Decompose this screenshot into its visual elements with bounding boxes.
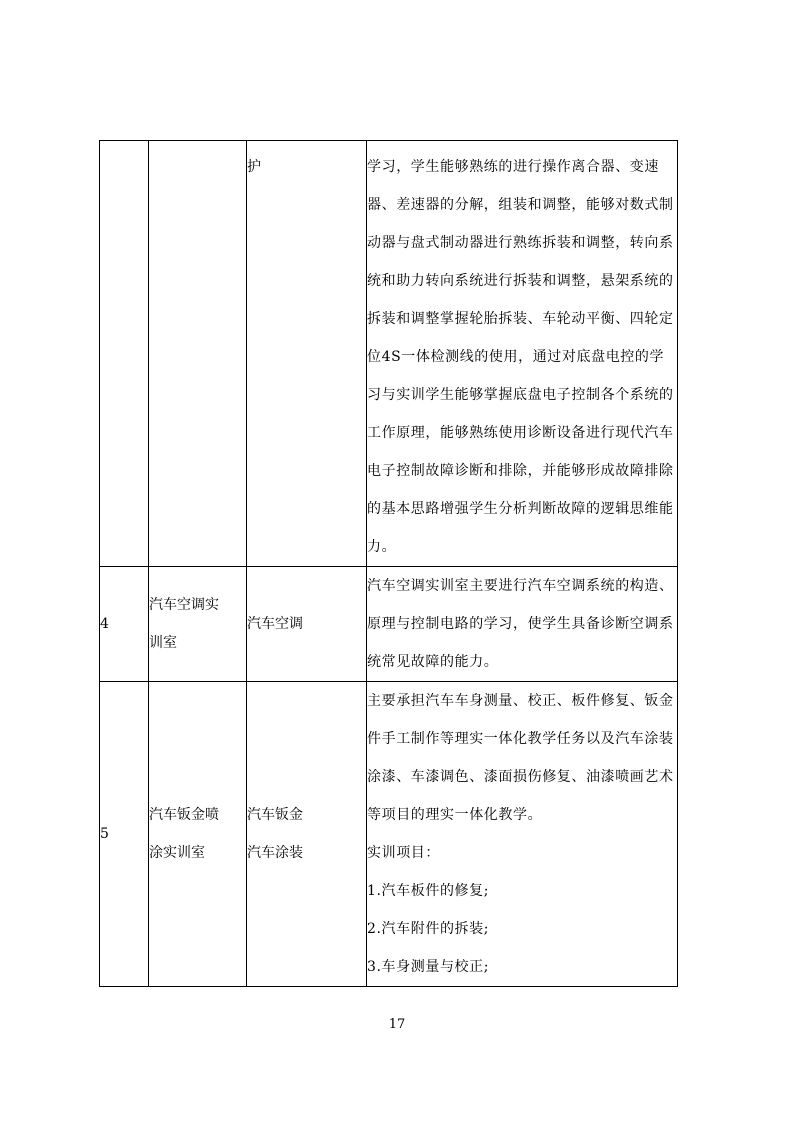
page-number: 17 [388,1017,406,1032]
training-item: 3.车身测量与校正; [367,959,490,975]
row-number: 4 [100,567,149,682]
lab-room-name: 汽车空调实训室 [149,567,247,682]
row-number: 5 [100,682,149,987]
lab-description [367,567,678,682]
description-paragraph: 主要承担汽车车身测量、校正、板件修复、钣金件手工制作等理实一体化教学任务以及汽车涂装涂漆、车漆调色、漆面损伤修复、油漆喷画艺术等项目的理实一体化教学。 [367,693,674,823]
training-item: 2.汽车附件的拆装; [367,921,490,937]
lab-description [367,682,678,987]
course-name: 汽车空调 [247,567,367,682]
row-number [100,141,149,567]
course-name: 汽车钣金汽车涂装 [247,682,367,987]
table-row [100,682,678,987]
table-row [100,567,678,682]
table-row [100,141,678,567]
lab-description [367,141,678,567]
lab-room-name: 汽车钣金喷涂实训室 [149,682,247,987]
lab-room-name [149,141,247,567]
course-name: 护 [247,141,367,567]
lab-table [99,140,678,987]
description-paragraph: 学习，学生能够熟练的进行操作离合器、变速器、差速器的分解，组装和调整，能够对数式制动器与盘式制动器进行熟练拆装和调整，转向系统和助力转向系统进行拆装和调整，悬架系统的拆装和调整掌握轮胎拆装、车轮动平衡、四轮定位4S一体检测线的使用，通过对底盘电控的学习与实训学生能够掌握底盘电子控制各个系统的工作原理，能够熟练使用诊断设备进行现代汽车电子控制故障诊断和排除，并能够形成故障排除的基本思路增强学生分析判断故障的逻辑思维能力。 [367,159,674,555]
description-paragraph: 汽车空调实训室主要进行汽车空调系统的构造、原理与控制电路的学习，使学生具备诊断空调系统常见故障的能力。 [367,578,674,670]
training-items-heading: 实训项目： [367,845,440,861]
training-item: 1.汽车板件的修复; [367,883,490,899]
